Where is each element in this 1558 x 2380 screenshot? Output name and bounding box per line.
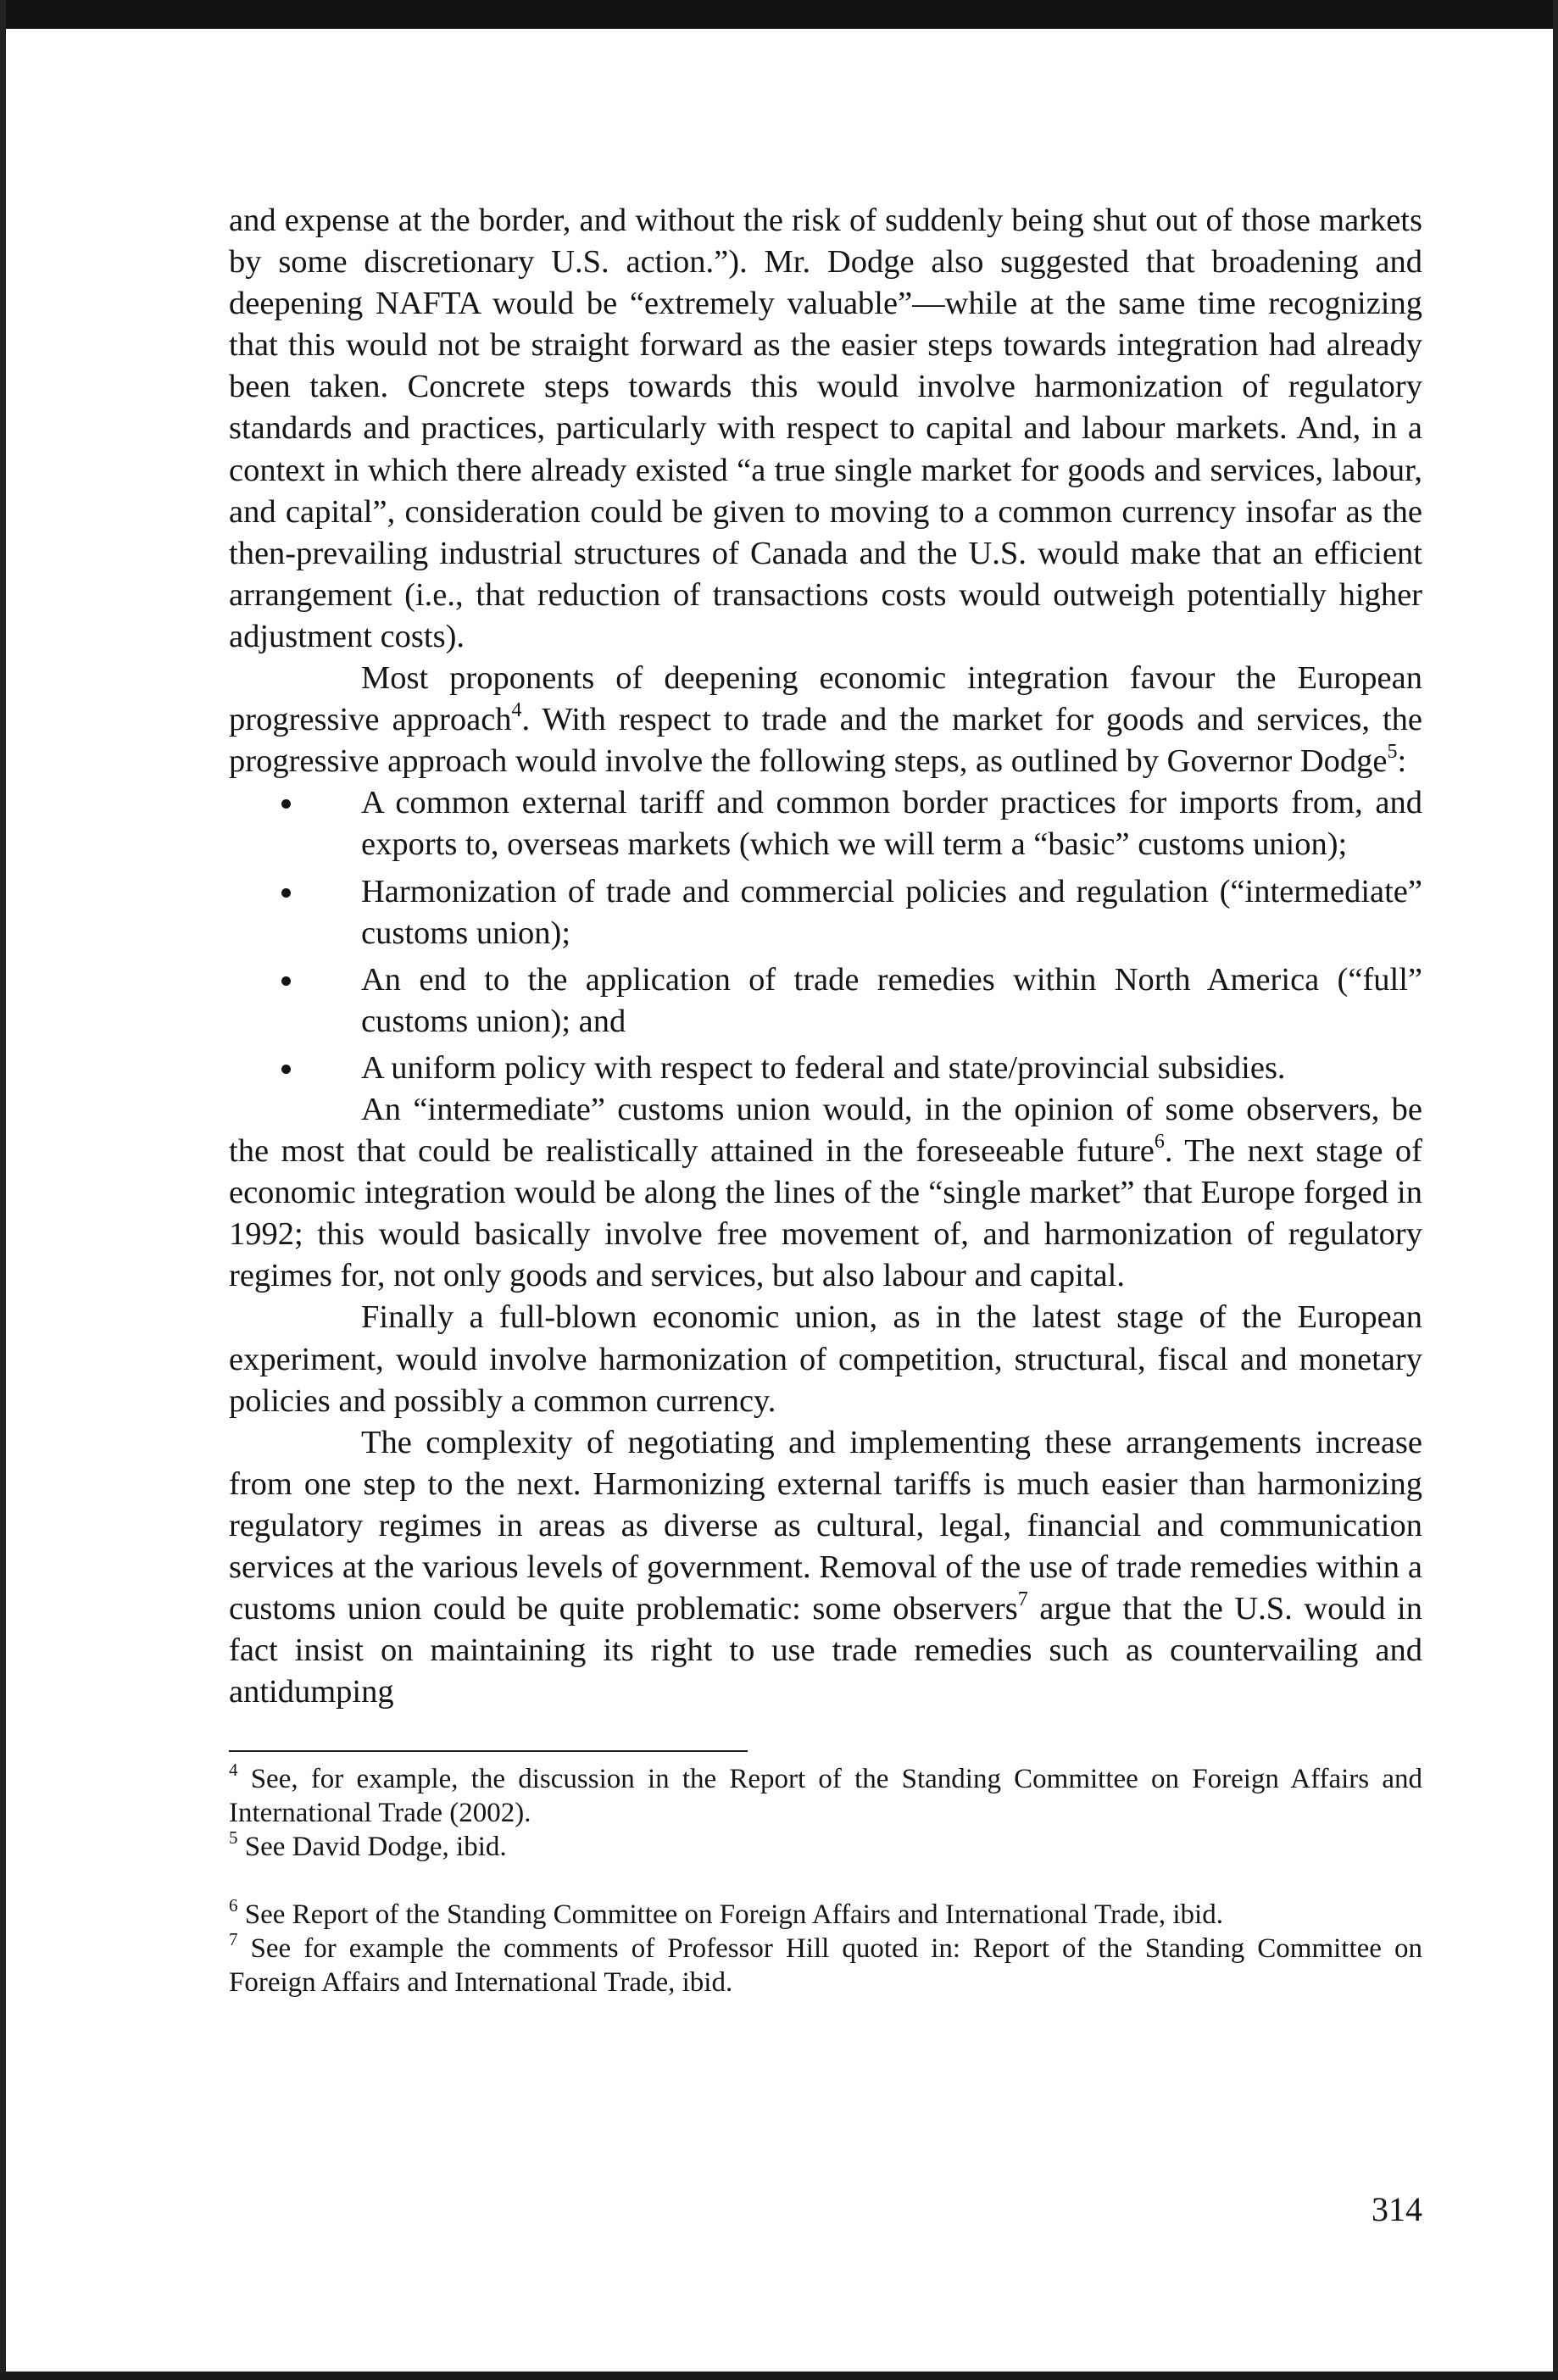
list-item: Harmonization of trade and commercial policies and regulation (“intermediate” customs union);: [229, 871, 1422, 954]
scan-border-left: [0, 0, 6, 2380]
bullet-icon: [281, 799, 291, 809]
paragraph-continuation: and expense at the border, and without the risk of suddenly being shut out of those markets by some discretionary U.S. action.”). Mr. Dodge also suggested that broadening and deepening NAFTA would be “extremely valuable”—while at the same time recognizing that this would not be straight forward as the easier steps towards integration had already been taken. Concrete steps towards this would involve harmonization of regulatory standards and practices, particularly with respect to capital and labour markets. And, in a context in which there already existed “a true single market for goods and services, labour, and capital”, consideration could be given to moving to a common currency insofar as the then-prevailing industrial structures of Canada and the U.S. would make that an efficient arrangement (i.e., that reduction of transactions costs would outweigh potentially higher adjustment costs).: [229, 203, 1422, 654]
footnote-number: 6: [229, 1895, 238, 1916]
list-item: A common external tariff and common border practices for imports from, and exports to, overseas markets (which we will term a “basic” customs union);: [229, 782, 1422, 865]
list-item: A uniform policy with respect to federal and state/provincial subsidies.: [229, 1048, 1422, 1089]
footnotes: [229, 1762, 1422, 1999]
bullet-icon: [281, 888, 291, 898]
paragraph-economic-union: Finally a full-blown economic union, as in the latest stage of the European experiment, would involve harmonization of competition, structural, fiscal and monetary policies and possibly a common currency.: [229, 1299, 1422, 1419]
bullet-icon: [281, 976, 291, 986]
footnote-number: 4: [229, 1760, 238, 1781]
footnote-4: $^4$ See, for example, the discussion in the Report of the Standing Committee on Foreign Affairs and International Trade (2002).: [229, 1760, 1422, 1829]
paragraph-complexity: The complexity of negotiating and implementing these arrangements increase from one step to the next. Harmonizing external tariffs is much easier than harmonizing regulatory regimes in areas as diverse as cultural, legal, financial and communication services at the various levels of government. Removal of the use of trade remedies within a customs union could be quite problematic: some observers$^7$ argue that the U.S. would in fact insist on maintaining its right to use trade remedies such as countervailing and antidumping: [229, 1424, 1422, 1710]
footnote-ref-7[interactable]: 7: [1017, 1588, 1028, 1611]
footnote-number: 7: [229, 1929, 238, 1950]
paragraph-intermediate-union: An “intermediate” customs union would, in the opinion of some observers, be the most that could be realistically attained in the foreseeable future$^6$. The next stage of economic integration would be along the lines of the “single market” that Europe forged in 1992; this would basically involve free movement of, and harmonization of regulatory regimes for, not only goods and services, but also labour and capital.: [229, 1091, 1422, 1294]
footnote-ref-6[interactable]: 6: [1154, 1131, 1165, 1154]
footnote-5: $^5$ See David Dodge, ibid.: [229, 1827, 507, 1863]
footnote-ref-5[interactable]: 5: [1387, 741, 1398, 764]
list-item: An end to the application of trade remedies within North America (“full” customs union); and: [229, 959, 1422, 1043]
body-text: [229, 200, 1422, 1713]
footnote-6: $^6$ See Report of the Standing Committee on Foreign Affairs and International Trade, ibid.: [229, 1895, 1223, 1931]
page-number: 314: [1372, 2190, 1422, 2228]
document-page: [229, 200, 1422, 2228]
footnote-separator: [229, 1750, 748, 1752]
paragraph-progressive-approach: Most proponents of deepening economic integration favour the European progressive approach$^4$. With respect to trade and the market for goods and services, the progressive approach would involve the following steps, as outlined by Governor Dodge$^5$:: [229, 660, 1422, 780]
scan-border-top: [0, 0, 1558, 29]
footnote-ref-4[interactable]: 4: [511, 699, 522, 722]
scan-border-right: [1553, 0, 1558, 2380]
footnote-7: $^7$ See for example the comments of Professor Hill quoted in: Report of the Standing Committee on Foreign Affairs and International Trade, ibid.: [229, 1929, 1422, 1999]
bullet-icon: [281, 1065, 291, 1074]
footnote-number: 5: [229, 1827, 238, 1849]
scan-border-bottom: [0, 2372, 1558, 2380]
steps-list: [229, 782, 1422, 1089]
